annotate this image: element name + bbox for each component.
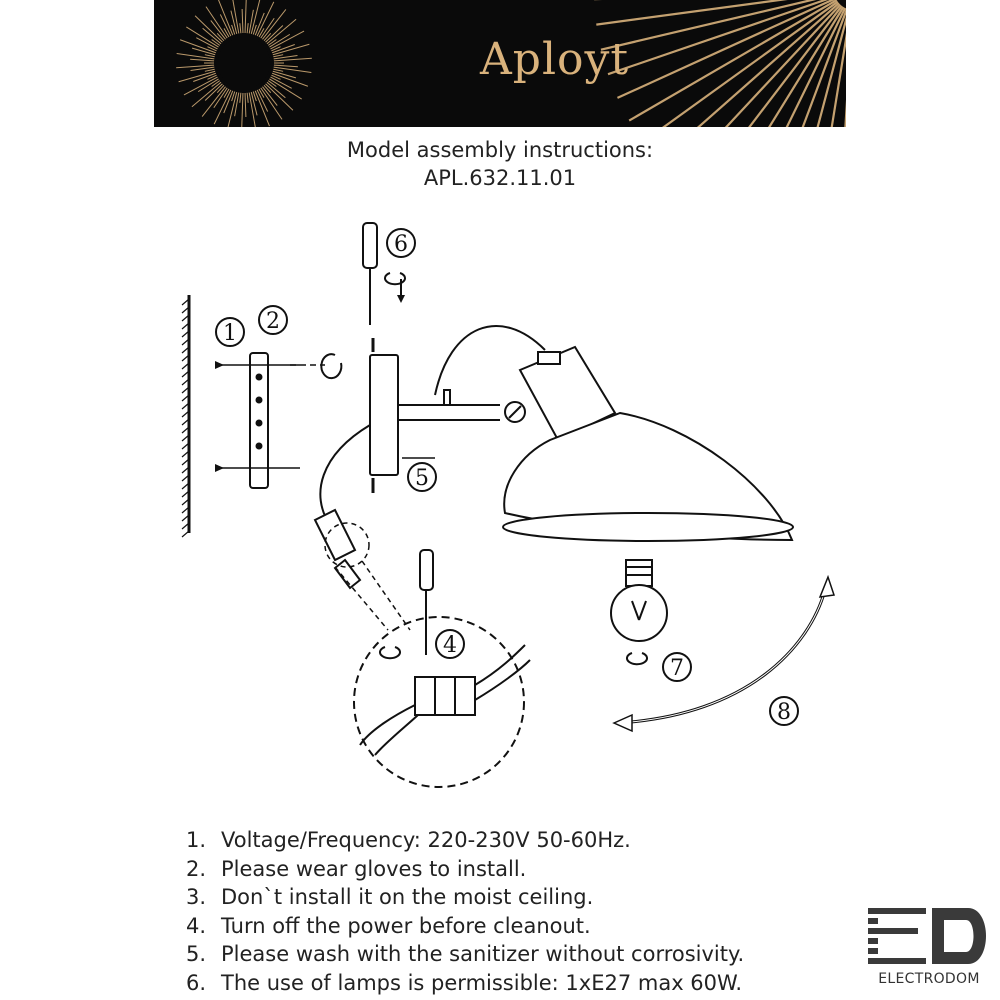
list-item: 6. The use of lamps is permissible: 1xE27 max 60W. (186, 970, 743, 995)
wire-connector-icon (315, 510, 410, 630)
lamp-arm (398, 390, 525, 422)
step-2-label: 2 (266, 309, 280, 334)
step-1-badge (216, 318, 244, 346)
step-8-badge (770, 697, 798, 725)
electrodom-logo-name: ELECTRODOM (878, 971, 980, 987)
assembly-diagram (170, 215, 840, 805)
brand-name: Aployt (480, 34, 630, 85)
step-8-label: 8 (777, 700, 791, 725)
list-item: 4. Turn off the power before cleanout. (186, 913, 591, 938)
list-item: 1. Voltage/Frequency: 220-230V 50-60Hz. (186, 828, 631, 852)
step-5-badge (408, 463, 436, 491)
list-item: 5. Please wash with the sanitizer without corrosivity. (186, 942, 745, 966)
safety-notes (186, 826, 744, 997)
list-item: 2. Please wear gloves to install. (186, 856, 527, 881)
wiring-detail (354, 550, 530, 787)
model-number: APL.632.11.01 (423, 166, 577, 190)
step-6-label: 6 (394, 232, 408, 257)
brand-banner (154, 0, 846, 127)
step-2-badge (259, 306, 287, 334)
lamp-shade-icon (503, 347, 793, 541)
step-4-label: 4 (443, 633, 457, 658)
step-1-label: 1 (223, 321, 237, 346)
wall-icon (182, 295, 189, 537)
light-bulb-icon (611, 560, 667, 664)
step-7-label: 7 (670, 656, 684, 681)
step-7-badge (663, 653, 691, 681)
step-5-label: 5 (415, 466, 429, 491)
page-title: Model assembly instructions: (346, 138, 654, 162)
step-4-badge (436, 630, 464, 658)
list-item: 3. Don`t install it on the moist ceiling. (186, 885, 594, 909)
mounting-bracket-icon (215, 353, 341, 488)
step-6-badge (387, 229, 415, 257)
